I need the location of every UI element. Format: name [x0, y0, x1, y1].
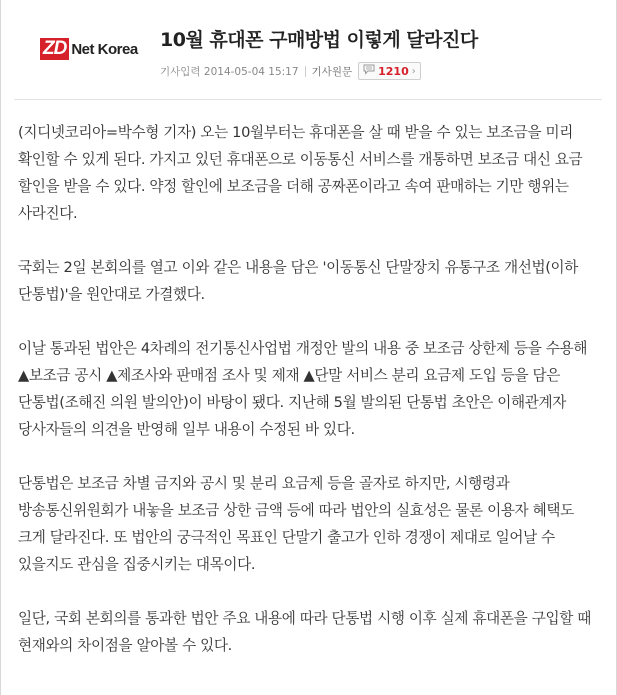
- article-paragraph: 이날 통과된 법안은 4차례의 전기통신사업법 개정안 발의 내용 중 보조금 상한제 등을 수용해 ▲보조금 공시 ▲제조사와 판매점 조사 및 제재 ▲단말 서비스 분리 요금제 도입 등을 담은 단통법(조해진 의원 발의안)이 바탕이 됐다. 지난해 5월 발의된 단통법 초안은 이해관계자 당사자들의 의견을 반영해 일부 내용이 수정된 바 있다.: [18, 340, 588, 438]
- chevron-right-icon: ›: [411, 65, 416, 77]
- article-title: 10월 휴대폰 구매방법 이렇게 달라진다: [160, 29, 478, 51]
- logo-zd-mark: ZD: [40, 38, 69, 60]
- meta-divider: [305, 66, 306, 77]
- comment-count: 1210: [378, 64, 409, 78]
- article-paragraph: 일단, 국회 본회의를 통과한 법안 주요 내용에 따라 단통법 시행 이후 실제 휴대폰을 구입할 때 현재와의 차이점을 알아볼 수 있다.: [18, 610, 591, 654]
- article-header: [0, 0, 617, 100]
- speech-bubble-icon: [363, 64, 375, 78]
- logo-wordmark: Net Korea: [71, 40, 138, 58]
- article-paragraph: 단통법은 보조금 차별 금지와 공시 및 분리 요금제 등을 골자로 하지만, 시행령과 방송통신위원회가 내놓을 보조금 상한 금액 등에 따라 법안의 실효성은 물론 이용자 혜택도 크게 달라진다. 또 법안의 궁극적인 목표인 단말기 출고가 인하 경쟁이 제대로 일어날 수 있을지도 관심을 집중시키는 대목이다.: [18, 475, 574, 573]
- article-paragraph: (지디넷코리아=박수형 기자) 오는 10월부터는 휴대폰을 살 때 받을 수 있는 보조금을 미리 확인할 수 있게 된다. 가지고 있던 휴대폰으로 이동통신 서비스를 개통하면 보조금 대신 요금 할인을 받을 수 있다. 약정 할인에 보조금을 더해 공짜폰이라고 속여 판매하는 기만 행위는 사라진다.: [18, 124, 583, 222]
- original-article-link[interactable]: 기사원문: [311, 65, 353, 78]
- comment-count-button[interactable]: [358, 62, 421, 80]
- published-date: 기사입력 2014-05-04 15:17: [160, 65, 299, 78]
- article-meta: [160, 62, 421, 80]
- zdnet-korea-logo[interactable]: [40, 38, 138, 60]
- header-divider: [14, 99, 602, 100]
- article-paragraph: 국회는 2일 본회의를 열고 이와 같은 내용을 담은 '이동통신 단말장치 유통구조 개선법(이하 단통법)'을 원안대로 가결했다.: [18, 259, 579, 303]
- article-body: [18, 119, 600, 686]
